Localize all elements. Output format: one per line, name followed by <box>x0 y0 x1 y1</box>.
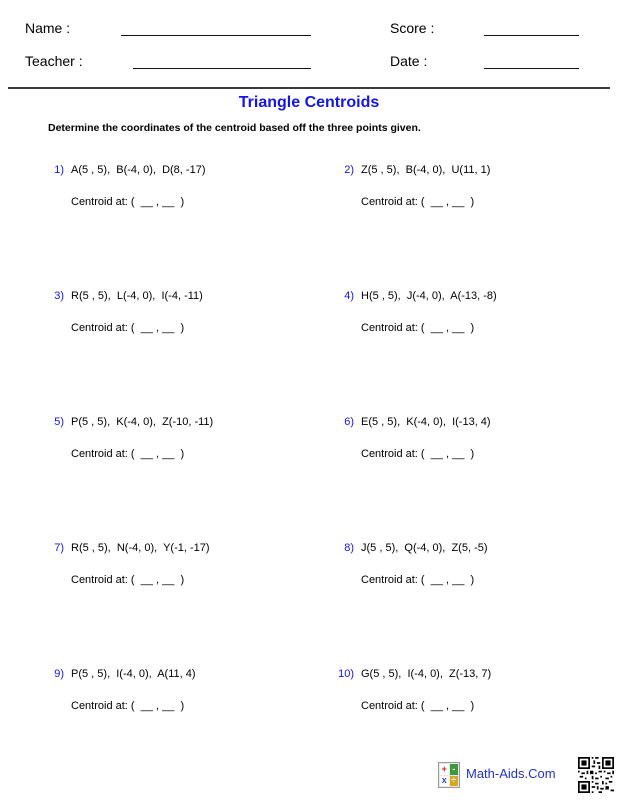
name-line <box>121 20 311 36</box>
problem-number: 4) <box>344 290 354 302</box>
centroid-answer-line: Centroid at: ( __ , __ ) <box>71 574 185 586</box>
problem-points: Z(5 , 5), B(-4, 0), U(11, 1) <box>361 164 491 176</box>
problem-points: R(5 , 5), L(-4, 0), I(-4, -11) <box>71 290 203 302</box>
minus-icon: - <box>450 764 459 775</box>
problem-number: 5) <box>54 416 64 428</box>
times-icon: x <box>441 775 447 786</box>
math-aids-logo-icon <box>438 762 460 788</box>
problem-number: 9) <box>54 668 64 680</box>
problem-points: J(5 , 5), Q(-4, 0), Z(5, -5) <box>361 542 488 554</box>
centroid-answer-line: Centroid at: ( __ , __ ) <box>71 322 185 334</box>
problem-5 <box>38 416 328 542</box>
problem-number: 7) <box>54 542 64 554</box>
problem-9 <box>38 668 328 794</box>
centroid-answer-line: Centroid at: ( __ , __ ) <box>361 196 475 208</box>
centroid-answer-line: Centroid at: ( __ , __ ) <box>71 448 185 460</box>
instructions-text: Determine the coordinates of the centroid based off the three points given. <box>48 122 421 134</box>
problem-points: P(5 , 5), I(-4, 0), A(11, 4) <box>71 668 196 680</box>
problem-2 <box>328 164 610 290</box>
problem-3 <box>38 290 328 416</box>
problem-6 <box>328 416 610 542</box>
problem-number: 8) <box>344 542 354 554</box>
qr-code-icon <box>578 757 614 793</box>
problem-4 <box>328 290 610 416</box>
name-label: Name : <box>25 20 71 36</box>
problem-line <box>328 290 610 302</box>
problem-line <box>38 164 328 176</box>
problem-line <box>38 668 328 680</box>
problem-line <box>328 542 610 554</box>
divide-icon: ÷ <box>451 775 457 786</box>
teacher-line <box>133 53 311 69</box>
centroid-answer-line: Centroid at: ( __ , __ ) <box>361 448 475 460</box>
problem-7 <box>38 542 328 668</box>
problems-grid <box>38 164 610 794</box>
page-title: Triangle Centroids <box>238 94 380 111</box>
header-divider <box>8 87 610 89</box>
problem-points: P(5 , 5), K(-4, 0), Z(-10, -11) <box>71 416 214 428</box>
centroid-answer-line: Centroid at: ( __ , __ ) <box>361 322 475 334</box>
centroid-answer-line: Centroid at: ( __ , __ ) <box>361 574 475 586</box>
centroid-answer-line: Centroid at: ( __ , __ ) <box>71 700 185 712</box>
brand-link: Math-Aids.Com <box>466 766 556 781</box>
problem-points: A(5 , 5), B(-4, 0), D(8, -17) <box>71 164 206 176</box>
problem-line <box>328 164 610 176</box>
problem-number: 3) <box>54 290 64 302</box>
problem-1 <box>38 164 328 290</box>
problem-line <box>328 668 610 680</box>
centroid-answer-line: Centroid at: ( __ , __ ) <box>361 700 475 712</box>
score-line <box>484 20 579 36</box>
problem-points: R(5 , 5), N(-4, 0), Y(-1, -17) <box>71 542 210 554</box>
problem-8 <box>328 542 610 668</box>
problem-number: 2) <box>344 164 354 176</box>
problem-line <box>38 542 328 554</box>
teacher-label: Teacher : <box>25 53 83 69</box>
problem-line <box>38 416 328 428</box>
problem-points: G(5 , 5), I(-4, 0), Z(-13, 7) <box>361 668 492 680</box>
problem-line <box>328 416 610 428</box>
problem-number: 10) <box>338 668 354 680</box>
problem-number: 1) <box>54 164 64 176</box>
problem-points: H(5 , 5), J(-4, 0), A(-13, -8) <box>361 290 497 302</box>
score-label: Score : <box>390 20 435 36</box>
problem-points: E(5 , 5), K(-4, 0), I(-13, 4) <box>361 416 491 428</box>
problem-line <box>38 290 328 302</box>
plus-icon: + <box>441 763 447 774</box>
date-line <box>484 53 579 69</box>
date-label: Date : <box>390 53 428 69</box>
problem-number: 6) <box>344 416 354 428</box>
centroid-answer-line: Centroid at: ( __ , __ ) <box>71 196 185 208</box>
